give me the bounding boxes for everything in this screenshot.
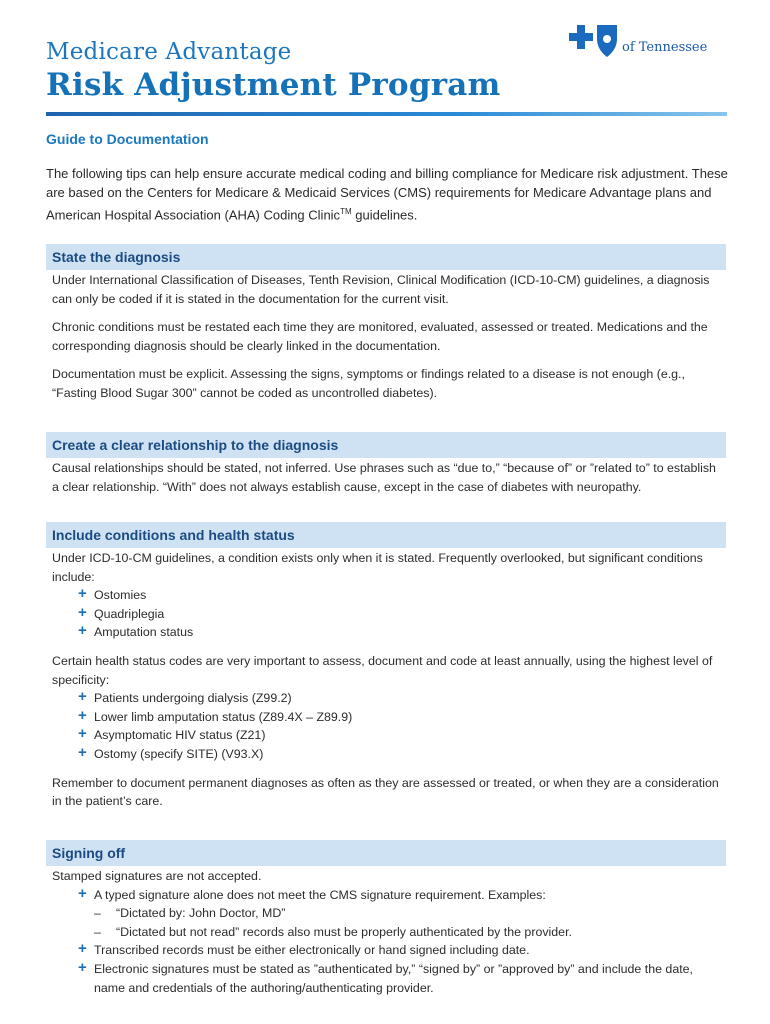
bluecross-blueshield-logo (568, 22, 718, 62)
section-heading-clear-relationship: Create a clear relationship to the diagnosis (46, 432, 726, 458)
section-body-state-diagnosis (52, 271, 724, 403)
list-item: – “Dictated but not read” records also must be properly authenticated by the provider. (94, 923, 724, 942)
logo-text: of Tennessee (622, 40, 708, 55)
document-header (46, 38, 501, 104)
intro-superscript: TM (340, 207, 352, 216)
header-rule (46, 112, 727, 116)
paragraph: Stamped signatures are not accepted. (52, 869, 262, 883)
section-heading-signing-off: Signing off (46, 840, 726, 866)
document-title: Risk Adjustment Program (46, 67, 501, 103)
paragraph: Under ICD-10-CM guidelines, a condition exists only when it is stated. Frequently overlooked, but significant conditions include: (52, 551, 703, 584)
intro-text-end: guidelines. (351, 207, 418, 223)
list-item: + Quadriplegia (76, 605, 724, 624)
list-item (76, 886, 724, 942)
paragraph: Documentation must be explicit. Assessing the signs, symptoms or findings related to a disease is not enough (e.g., “Fasting Blood Sugar 300” cannot be coded as uncontrolled diabetes). (52, 367, 685, 400)
section-body-conditions (52, 549, 724, 811)
intro-text: The following tips can help ensure accurate medical coding and billing compliance for Medicare risk adjustment. These are based on the Centers for Medicare & Medicaid Services (CMS) requirements for Medicare Advantage plans and American Hospital Association (AHA) Coding Clinic (46, 166, 728, 223)
list-item: + Ostomy (specify SITE) (V93.X) (76, 745, 724, 764)
section-heading-conditions: Include conditions and health status (46, 522, 726, 548)
paragraph: Chronic conditions must be restated each time they are monitored, evaluated, assessed or treated. Medications and the corresponding diagnosis should be clearly linked in the documentation. (52, 320, 708, 353)
list-item: + Asymptomatic HIV status (Z21) (76, 726, 724, 745)
paragraph: Under International Classification of Diseases, Tenth Revision, Clinical Modification (ICD-10-CM) guidelines, a diagnosis can only be coded if it is stated in the documentation for the current visit. (52, 273, 710, 306)
paragraph: Certain health status codes are very important to assess, document and code at least annually, using the highest level of specificity: (52, 653, 713, 687)
list-item: + Patients undergoing dialysis (Z99.2) (76, 689, 724, 708)
section-heading-state-diagnosis: State the diagnosis (46, 244, 726, 270)
paragraph: Causal relationships should be stated, not inferred. Use phrases such as “due to,” “because of” or ”related to” to establish a clear relationship. “With” does not always establish cause, except in the case of diabetes with neuropathy. (52, 461, 716, 494)
list-item-text: A typed signature alone does not meet the CMS signature requirement. Examples: (94, 887, 546, 902)
list-item: + Lower limb amputation status (Z89.4X – Z89.9) (76, 708, 724, 727)
list-item: + Electronic signatures must be stated as ”authenticated by,” “signed by” or ”approved by” and include the date, name and credentials of the authoring/authenticating provider. (76, 960, 724, 997)
signature-list (52, 886, 724, 998)
section-body-clear-relationship (52, 459, 724, 496)
cross-shield-icon (568, 22, 622, 62)
status-code-list (52, 689, 724, 763)
list-item: + Transcribed records must be either electronically or hand signed including date. (76, 941, 724, 960)
condition-list (52, 586, 724, 642)
example-list (94, 904, 724, 941)
document-subtitle: Medicare Advantage (46, 39, 292, 65)
section-body-signing-off (52, 867, 724, 997)
guide-heading: Guide to Documentation (46, 131, 209, 147)
list-item: – “Dictated by: John Doctor, MD” (94, 904, 724, 923)
list-item: + Amputation status (76, 623, 724, 642)
list-item: + Ostomies (76, 586, 724, 605)
intro-paragraph (46, 164, 730, 224)
paragraph: Remember to document permanent diagnoses as often as they are assessed or treated, or when they are a consideration in the patient’s care. (52, 775, 719, 809)
